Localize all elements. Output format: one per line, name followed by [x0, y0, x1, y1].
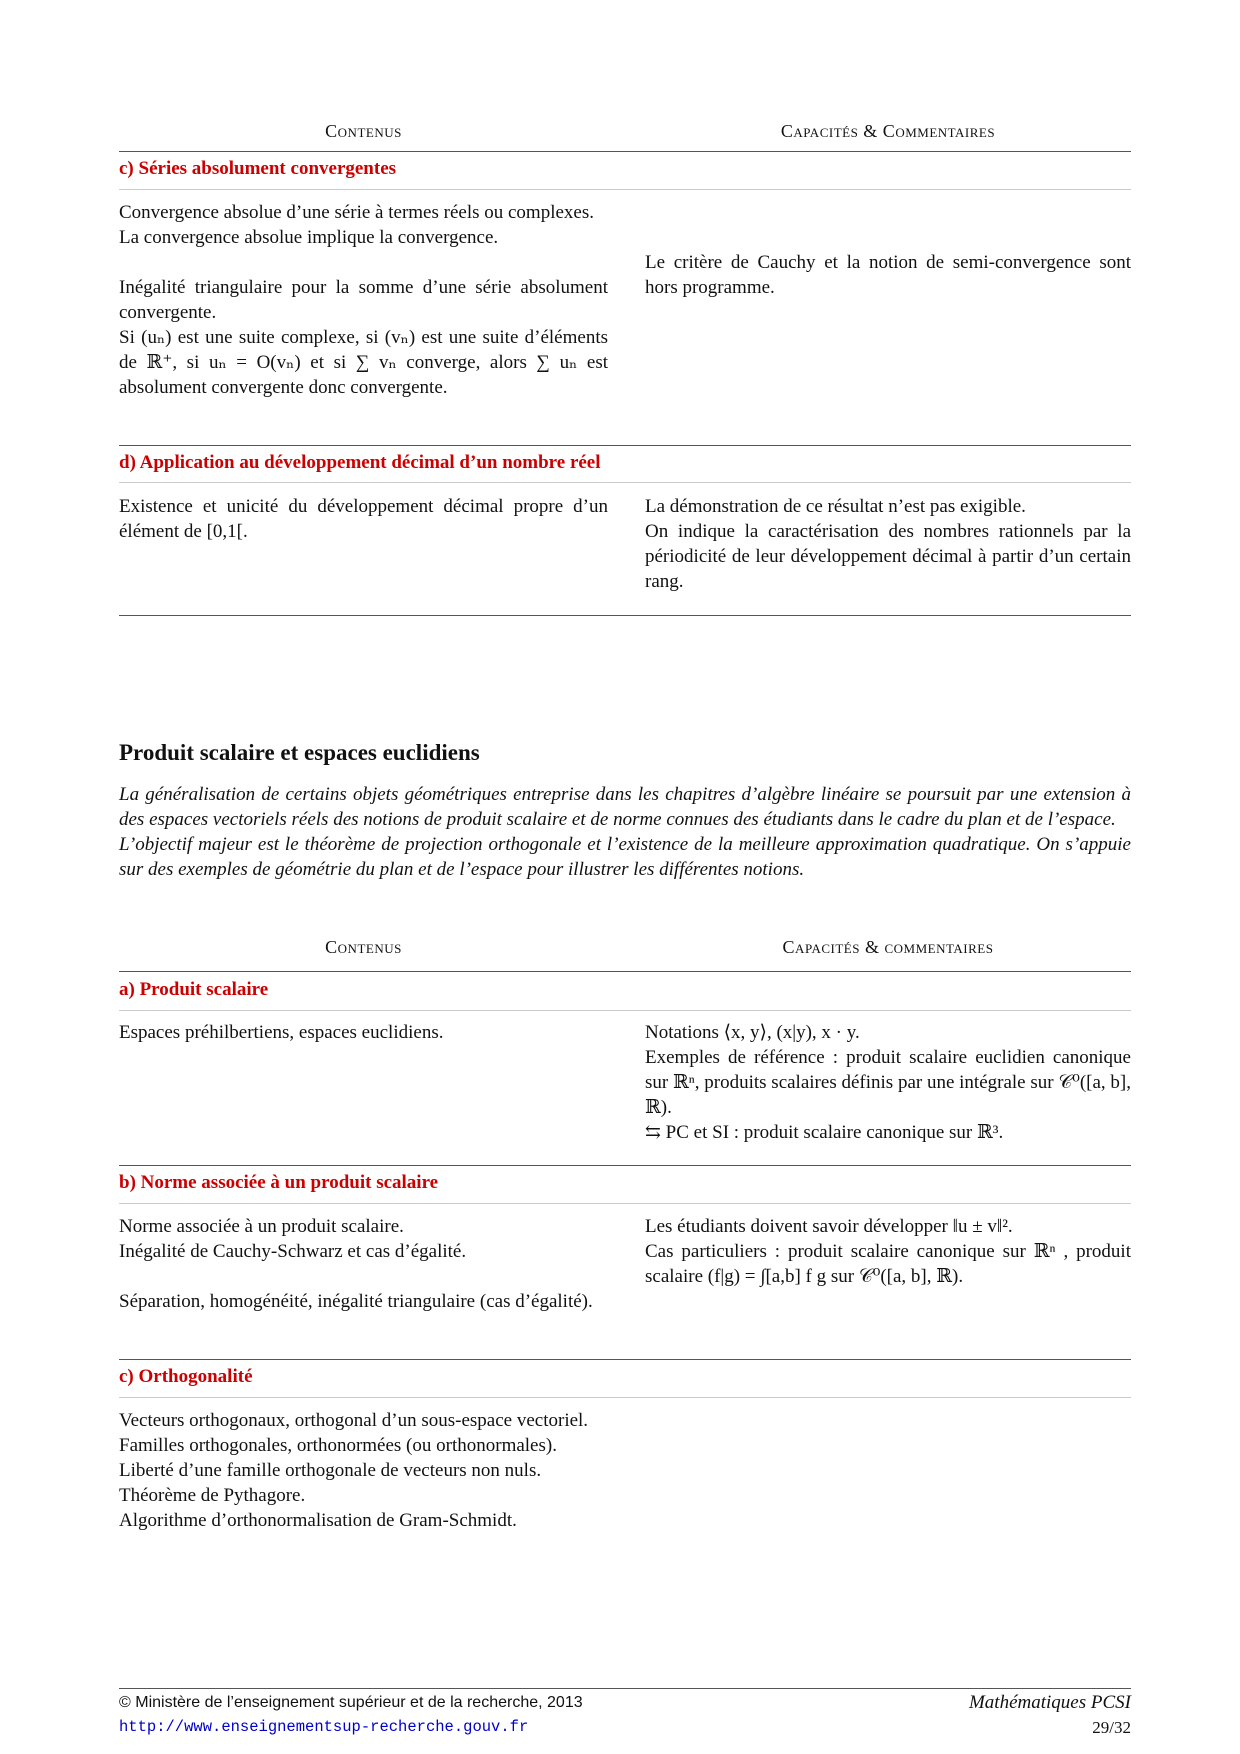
divider [119, 1397, 1131, 1398]
section-title: c) Orthogonalité [119, 1366, 253, 1387]
text: Les étudiants doivent savoir développer ‖u ± v‖². [645, 1216, 1013, 1237]
section-comments [645, 250, 1131, 300]
section-comments [645, 1020, 1131, 1145]
footer-divider [119, 1688, 1131, 1689]
text: ⇆ PC et SI : produit scalaire canonique sur ℝ³. [645, 1122, 1004, 1143]
text: Familles orthogonales, orthonormées (ou orthonormales). [119, 1435, 557, 1456]
section-comments [645, 1214, 1131, 1289]
text: La démonstration de ce résultat n’est pas exigible. [645, 496, 1026, 517]
text: Inégalité triangulaire pour la somme d’une série absolument convergente. [119, 277, 608, 323]
column-header-contents: Contenus [325, 121, 402, 141]
text: L’objectif majeur est le théorème de projection orthogonale et l’existence de la meilleure approximation quadratique. On s’appuie sur des exemples de géométrie du plan et de l’espace pour illustrer les différentes notions. [119, 834, 1131, 880]
divider [119, 1359, 1131, 1360]
divider [119, 445, 1131, 446]
divider [119, 615, 1131, 616]
text: Inégalité de Cauchy-Schwarz et cas d’égalité. [119, 1241, 467, 1262]
divider [119, 1203, 1131, 1204]
text: Théorème de Pythagore. [119, 1485, 306, 1506]
column-header-contents: Contenus [325, 937, 402, 957]
footer-copyright: © Ministère de l’enseignement supérieur et de la recherche, 2013 [119, 1694, 583, 1711]
divider [119, 1165, 1131, 1166]
section-title: a) Produit scalaire [119, 979, 269, 1000]
text: La généralisation de certains objets géométriques entreprise dans les chapitres d’algèbre linéaire se poursuit par une extension à des espaces vectoriels réels des notions de produit scalaire et de norme connues des étudiants dans le cadre du plan et de l’espace. [119, 784, 1131, 830]
footer-url-link[interactable]: http://www.enseignementsup-recherche.gouv.fr [119, 1718, 529, 1736]
divider [119, 1010, 1131, 1011]
section-title: c) Séries absolument convergentes [119, 158, 397, 179]
divider [119, 971, 1131, 972]
section-comments [645, 494, 1131, 594]
text: On indique la caractérisation des nombres rationnels par la périodicité de leur développement décimal à partir d’un certain rang. [645, 521, 1131, 592]
section-title: d) Application au développement décimal d’un nombre réel [119, 452, 601, 473]
divider [119, 482, 1131, 483]
text: Norme associée à un produit scalaire. [119, 1216, 404, 1237]
text: Convergence absolue d’une série à termes réels ou complexes. [119, 202, 594, 223]
chapter-title: Produit scalaire et espaces euclidiens [119, 740, 480, 765]
page-number: 29/32 [1092, 1718, 1131, 1737]
column-header-comments: Capacités & commentaires [782, 937, 994, 957]
text: Si (uₙ) est une suite complexe, si (vₙ) est une suite d’éléments de ℝ⁺, si uₙ = O(vₙ) et si ∑ vₙ converge, alors ∑ uₙ est absolument convergente donc convergente. [119, 327, 608, 398]
section-contents [119, 494, 608, 544]
text: Séparation, homogénéité, inégalité triangulaire (cas d’égalité). [119, 1291, 593, 1312]
divider [119, 189, 1131, 190]
text: Liberté d’une famille orthogonale de vecteurs non nuls. [119, 1460, 542, 1481]
text: Exemples de référence : produit scalaire euclidien canonique sur ℝⁿ, produits scalaires définis par une intégrale sur 𝒞⁰([a, b], ℝ). [645, 1047, 1131, 1118]
section-contents [119, 200, 608, 400]
divider [119, 151, 1131, 152]
section-title: b) Norme associée à un produit scalaire [119, 1172, 439, 1193]
text: Algorithme d’orthonormalisation de Gram-Schmidt. [119, 1510, 517, 1531]
chapter-intro [119, 782, 1131, 882]
text: Notations ⟨x, y⟩, (x|y), x · y. [645, 1022, 860, 1043]
section-contents [119, 1020, 608, 1045]
section-contents [119, 1408, 608, 1533]
footer-course: Mathématiques PCSI [968, 1692, 1131, 1713]
column-header-comments: Capacités & Commentaires [780, 121, 996, 141]
text: Existence et unicité du développement décimal propre d’un élément de [0,1[. [119, 496, 608, 542]
text: Espaces préhilbertiens, espaces euclidiens. [119, 1022, 444, 1043]
section-contents [119, 1214, 608, 1314]
text: Cas particuliers : produit scalaire canonique sur ℝⁿ , produit scalaire (f|g) = ∫[a,b] f g sur 𝒞⁰([a, b], ℝ). [645, 1241, 1131, 1287]
text: Vecteurs orthogonaux, orthogonal d’un sous-espace vectoriel. [119, 1410, 589, 1431]
text: Le critère de Cauchy et la notion de semi-convergence sont hors programme. [645, 252, 1131, 298]
text: La convergence absolue implique la convergence. [119, 227, 499, 248]
